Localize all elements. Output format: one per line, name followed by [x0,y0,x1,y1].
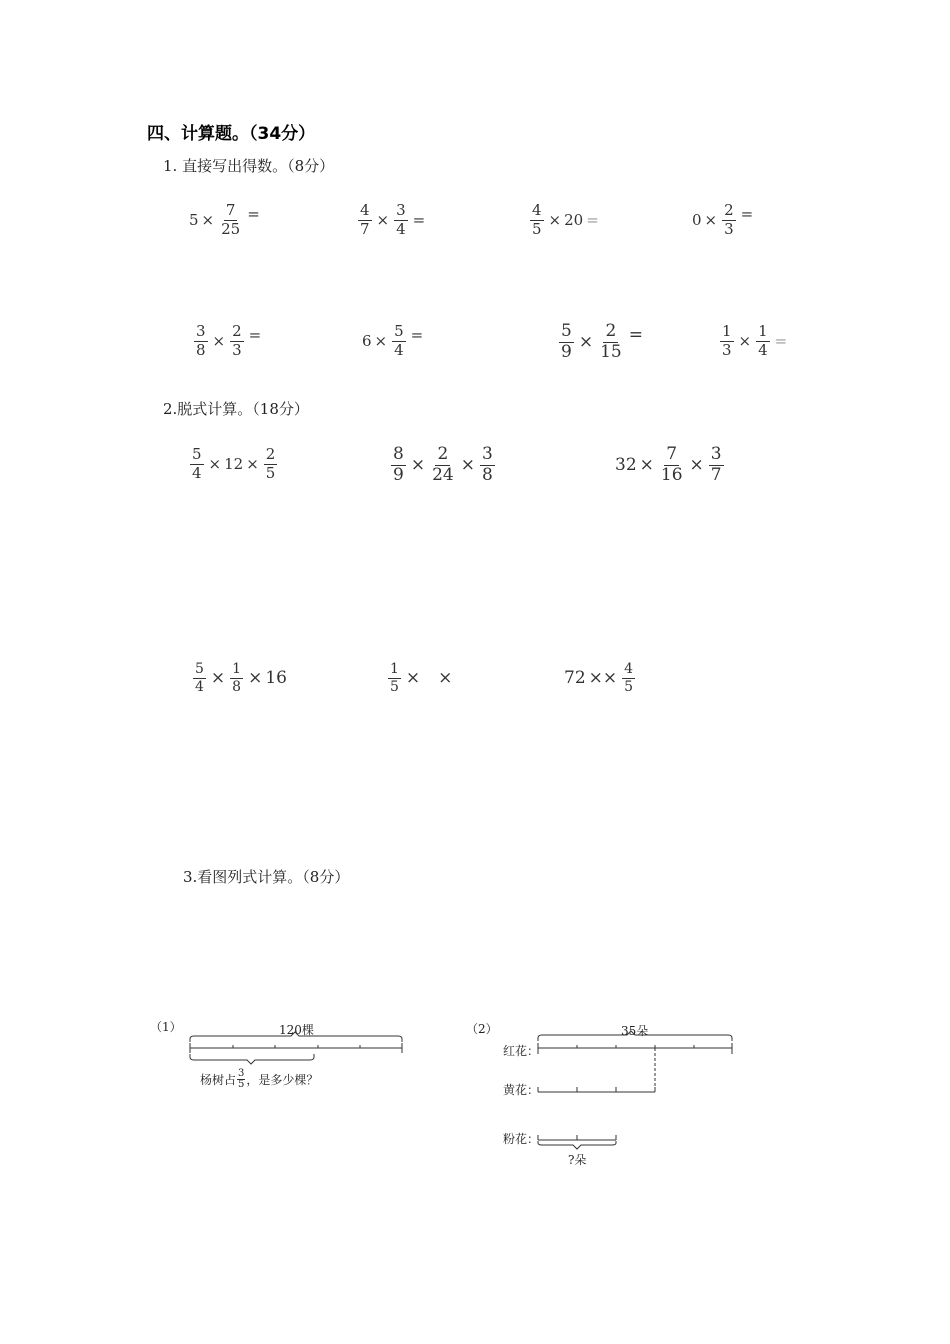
q1-expr-5: $\frac{3}{8}$ × $\frac{2}{3}$ = [196,322,262,359]
q1-expr-3: $\frac{4}{5}$ × 20 = [532,201,599,238]
q2-expr-4: $\frac{5}{4}$ × $\frac{1}{8}$ × 16 [195,661,287,695]
fig2-diagram [535,1030,740,1160]
q1-expr-4: 0 × $\frac{2}{3}$ = [692,201,754,238]
fig1-question: 杨树占 $\frac{3}{5}$ ，是多少棵？ [200,1068,319,1090]
q1-title: 1. 直接写出得数。（8分） [163,157,335,175]
q1-expr-1: 5 × $\frac{7}{25}$ = [189,201,260,238]
q1-expr-2: $\frac{4}{7}$ × $\frac{3}{4}$ = [360,201,426,238]
fig2-pink-value: ?朵 [568,1153,587,1167]
fig1-fraction: $\frac{3}{5}$ [238,1068,245,1090]
q2-expr-6: 72 × × $\frac{4}{5}$ [564,661,634,695]
q3-title: 3.看图列式计算。（8分） [183,868,350,886]
fig2-index: （2） [466,1022,498,1036]
fig1-diagram [185,1030,410,1072]
q2-expr-5: $\frac{1}{5}$ × × [390,661,453,695]
fig2-yellow-label: 黄花： [503,1083,540,1097]
fig2-total-label: 35朵 [621,1024,649,1038]
q1-expr-7: $\frac{5}{9}$ × $\frac{2}{15}$ = [561,321,643,362]
fig2-red-label: 红花： [503,1044,540,1058]
fig2-pink-label: 粉花： [503,1132,540,1146]
q2-expr-3: 32 × $\frac{7}{16}$ × $\frac{3}{7}$ [615,444,722,485]
q2-title: 2.脱式计算。（18分） [163,400,309,418]
fig1-total-label: 120棵 [279,1023,314,1037]
q2-expr-1: $\frac{5}{4}$ × 12 × $\frac{2}{5}$ [192,445,276,482]
fig1-index: （1） [150,1020,182,1034]
q2-expr-2: $\frac{8}{9}$ × $\frac{2}{24}$ × $\frac{3}{8}$ [393,444,493,485]
q1-expr-6: 6 × $\frac{5}{4}$ = [362,322,424,359]
q1-expr-8: $\frac{1}{3}$ × $\frac{1}{4}$ = [722,322,788,359]
section-title: 四、计算题。（34分） [147,124,316,144]
